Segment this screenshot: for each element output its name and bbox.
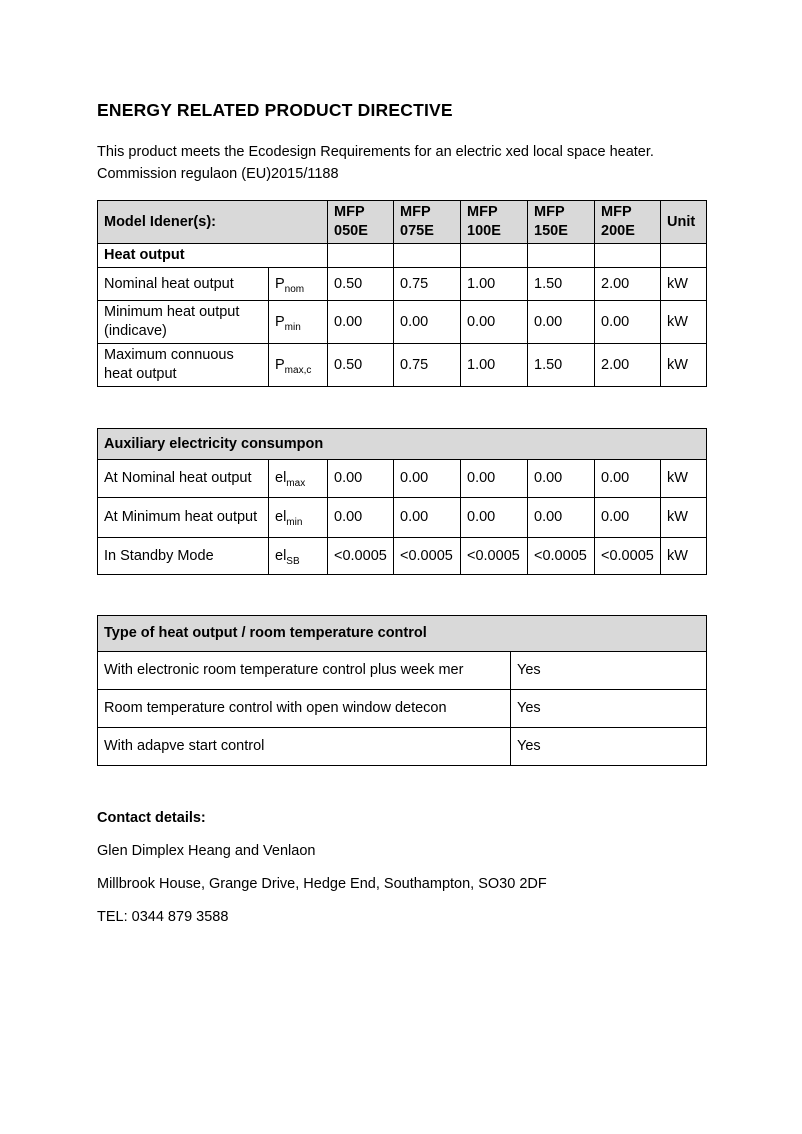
value-cell: 0.00 <box>328 460 394 498</box>
empty-cell <box>394 244 461 268</box>
control-header-label: Type of heat output / room temperature control <box>98 616 707 652</box>
value-cell: 1.50 <box>528 268 595 301</box>
row-label: Nominal heat output <box>98 268 269 301</box>
table-row-minimum-heat-output <box>98 301 707 344</box>
symbol-cell <box>269 498 328 538</box>
table-row-at-minimum-heat-output <box>98 498 707 538</box>
contact-phone: TEL: 0344 879 3588 <box>97 909 229 925</box>
symbol-subscript: nom <box>284 283 305 295</box>
value-cell: 0.00 <box>528 301 595 344</box>
symbol: el <box>275 547 287 564</box>
unit-cell: kW <box>661 498 707 538</box>
value-cell: <0.0005 <box>528 538 595 575</box>
symbol-cell <box>269 538 328 575</box>
value-cell: <0.0005 <box>328 538 394 575</box>
intro-paragraph <box>97 141 706 185</box>
unit-cell: kW <box>661 344 707 387</box>
unit-cell: kW <box>661 538 707 575</box>
row-label: In Standby Mode <box>98 538 269 575</box>
intro-line-1: This product meets the Ecodesign Requirements for an electric xed local space heater. <box>97 144 654 160</box>
value-cell: 2.00 <box>595 344 661 387</box>
value-cell: <0.0005 <box>595 538 661 575</box>
value-cell: 0.00 <box>328 301 394 344</box>
symbol-subscript: min <box>286 516 303 528</box>
symbol-subscript: min <box>284 321 301 333</box>
value-cell: 1.50 <box>528 344 595 387</box>
value-cell: Yes <box>511 728 707 766</box>
intro-line-2: Commission regulaon (EU)2015/1188 <box>97 166 339 182</box>
value-cell: <0.0005 <box>394 538 461 575</box>
value-cell: 0.00 <box>328 498 394 538</box>
value-cell: 0.00 <box>394 301 461 344</box>
section-label: Heat output <box>98 244 328 268</box>
model-column-header: MFP 200E <box>595 201 661 244</box>
symbol-subscript: max <box>286 477 306 489</box>
symbol-subscript: max,c <box>284 364 312 376</box>
table-row-in-standby-mode <box>98 538 707 575</box>
value-cell: Yes <box>511 690 707 728</box>
page-title: ENERGY RELATED PRODUCT DIRECTIVE <box>97 100 453 120</box>
contact-address: Millbrook House, Grange Drive, Hedge End, Southampton, SO30 2DF <box>97 876 547 892</box>
empty-cell <box>461 244 528 268</box>
symbol: el <box>275 470 287 486</box>
symbol: P <box>275 313 285 330</box>
unit-column-header: Unit <box>661 201 707 244</box>
heat-output-table <box>97 200 707 387</box>
auxiliary-header-row <box>98 429 707 460</box>
table-row-electronic-control <box>98 652 707 690</box>
model-column-header: MFP 100E <box>461 201 528 244</box>
contact-company: Glen Dimplex Heang and Venlaon <box>97 843 316 859</box>
value-cell: 0.50 <box>328 344 394 387</box>
symbol-cell <box>269 460 328 498</box>
value-cell: 0.00 <box>461 460 528 498</box>
value-cell: 0.00 <box>528 460 595 498</box>
value-cell: 0.75 <box>394 344 461 387</box>
model-column-header: MFP 050E <box>328 201 394 244</box>
auxiliary-electricity-table <box>97 428 707 575</box>
value-cell: 0.00 <box>595 498 661 538</box>
model-header-row <box>98 201 707 244</box>
value-cell: 0.50 <box>328 268 394 301</box>
empty-cell <box>595 244 661 268</box>
value-cell: 0.00 <box>394 460 461 498</box>
table-row-open-window-detection <box>98 690 707 728</box>
contact-heading: Contact details: <box>97 810 206 826</box>
symbol-subscript: SB <box>286 555 300 567</box>
control-header-row <box>98 616 707 652</box>
row-label: Maximum connuous heat output <box>98 344 269 387</box>
unit-cell: kW <box>661 460 707 498</box>
value-cell: 1.00 <box>461 268 528 301</box>
symbol-cell <box>269 268 328 301</box>
empty-cell <box>661 244 707 268</box>
row-label: With adapve start control <box>98 728 511 766</box>
empty-cell <box>328 244 394 268</box>
model-column-header: MFP 150E <box>528 201 595 244</box>
row-label: Minimum heat output (indicave) <box>98 301 269 344</box>
section-row <box>98 244 707 268</box>
row-label: At Minimum heat output <box>98 498 269 538</box>
table-row-adaptive-start <box>98 728 707 766</box>
row-label: With electronic room temperature control plus week mer <box>98 652 511 690</box>
value-cell: 0.00 <box>528 498 595 538</box>
symbol: P <box>275 356 285 373</box>
value-cell: 0.00 <box>595 301 661 344</box>
row-label: Room temperature control with open window detecon <box>98 690 511 728</box>
row-label: At Nominal heat output <box>98 460 269 498</box>
model-identifiers-label: Model Idener(s): <box>98 201 328 244</box>
symbol: el <box>275 509 287 525</box>
value-cell: Yes <box>511 652 707 690</box>
table-row-at-nominal-heat-output <box>98 460 707 498</box>
empty-cell <box>528 244 595 268</box>
value-cell: 0.00 <box>394 498 461 538</box>
unit-cell: kW <box>661 301 707 344</box>
value-cell: 0.00 <box>595 460 661 498</box>
value-cell: 0.75 <box>394 268 461 301</box>
table-row-maximum-continuous-heat-output <box>98 344 707 387</box>
value-cell: 2.00 <box>595 268 661 301</box>
auxiliary-header-label: Auxiliary electricity consumpon <box>98 429 707 460</box>
symbol-cell <box>269 344 328 387</box>
table-row-nominal-heat-output <box>98 268 707 301</box>
value-cell: 0.00 <box>461 301 528 344</box>
symbol-cell <box>269 301 328 344</box>
model-column-header: MFP 075E <box>394 201 461 244</box>
symbol: P <box>275 275 285 292</box>
unit-cell: kW <box>661 268 707 301</box>
value-cell: 0.00 <box>461 498 528 538</box>
value-cell: <0.0005 <box>461 538 528 575</box>
value-cell: 1.00 <box>461 344 528 387</box>
contact-details-section <box>97 810 706 925</box>
temperature-control-table <box>97 615 707 766</box>
